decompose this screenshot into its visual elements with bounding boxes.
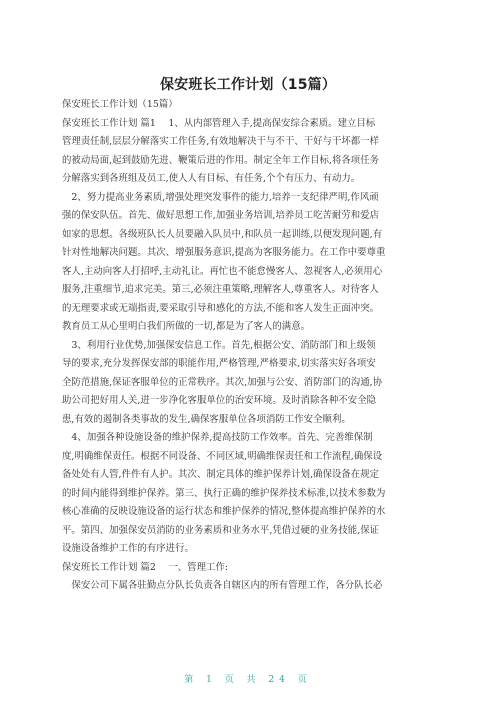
body-line: 分解落实到各班组及员工,使人人有目标、有任务,个个有压力、有动力。: [62, 173, 361, 184]
body-line: 3、利用行业优势,加强保安信息工作。首先,根据公安、消防部门和上级领: [62, 339, 376, 351]
body-line: 如家的思想。各级班队长人员要融入队员中,和队员一起训练,以便发现问题,有: [62, 228, 383, 240]
body-line: 保安公司下属各驻勤点分队长负责各自辖区内的所有管理工作，各分队长必: [62, 580, 383, 591]
body-line: 2、努力提高业务素质,增强处理突发事件的能力,培养一支纪律严明,作风顽: [62, 191, 379, 203]
body-line: 教育员工从心里明白我们所做的一切,都是为了客人的满意。: [62, 321, 311, 332]
body-line: 导的要求,充分发挥保安部的职能作用,严格管理,严格要求,切实落实好各项安: [62, 358, 376, 369]
body-line: 管理责任制,层层分解落实工作任务,有效地解决干与不干、干好与干坏都一样: [62, 136, 380, 147]
body-line: 患,有效的遏制各类事故的发生,确保客服单位各项消防工作安全顺利。: [62, 413, 351, 425]
body-line: 强的保安队伍。首先、做好思想工作,加强业务培训,培养员工吃苦耐劳和爱店: [62, 210, 380, 221]
body-line: 保安班长工作计划 篇2 一、管理工作:: [62, 561, 229, 573]
body-line: 针对性地解决问题。其次、增强服务意识,提高为客服务能力。在工作中要尊重: [62, 247, 386, 258]
body-line: 度,明确维保责任。根据不同设备、不同区域,明确维保责任和工作流程,确保设: [62, 450, 383, 462]
document-body: [62, 96, 436, 596]
document-title: 保安班长工作计划（15篇）: [159, 77, 337, 93]
body-line: 设施设备维护工作的有序进行。: [62, 543, 194, 554]
body-line: 保安班长工作计划（15篇）: [62, 99, 178, 110]
body-line: 全防范措施,保证客服单位的正常秩序。其次,加强与公安、消防部门的沟通,协: [62, 376, 383, 388]
body-line: 的无理要求或无端指责,要采取引导和感化的方法,不能和客人发生正面冲突。: [62, 302, 380, 314]
body-line: 助公司把好用人关,进一步净化客服单位的治安环境。及时消除各种不安全隐: [62, 395, 377, 406]
body-line: 的被动局面,起到鼓励先进、鞭策后进的作用。制定全年工作目标,将各项任务: [62, 154, 380, 166]
body-line: 核心准确的反映设施设备的运行状态和维护保养的情况,整体提高维护保养的水: [62, 506, 386, 517]
body-line: 备处处有人管,件件有人护。其次、制定具体的维护保养计划,确保设备在规定: [62, 469, 380, 480]
body-line: 4、加强各种设施设备的维护保养,提高技防工作效率。首先、完善维保制: [62, 432, 373, 443]
body-line: 保安班长工作计划 篇1 1、从内部管理入手,提高保安综合素质。建立目标: [62, 117, 376, 129]
body-line: 平。第四、加强保安员消防的业务素质和业务水平,凭借过硬的业务技能,保证: [62, 524, 380, 536]
body-line: 的时间内能得到维护保养。第三、执行正确的维护保养技术标准,以技术参数为: [62, 487, 386, 499]
page-number-footer: 第 1 页 共 24 页: [184, 675, 312, 685]
body-line: 服务,注重细节,追求完美。第三,必须注重策略,理解客人,尊重客人。对待客人: [62, 284, 379, 295]
body-line: 客人,主动向客人打招呼,主动礼让。再忙也不能怠慢客人、忽视客人,必须用心: [62, 265, 383, 277]
